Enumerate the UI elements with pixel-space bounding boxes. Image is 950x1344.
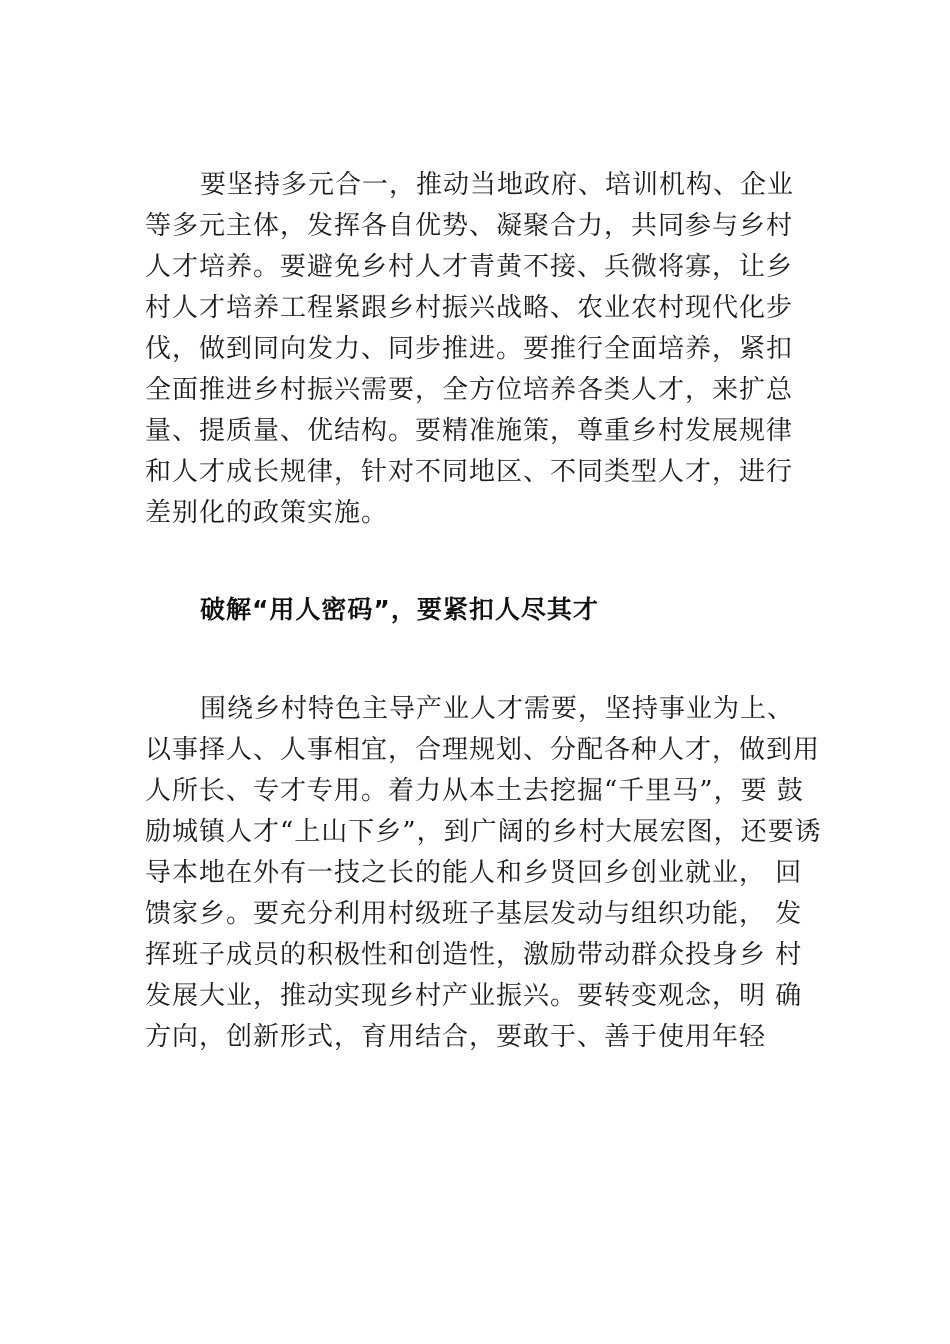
paragraph-line: 以事择人、人事相宜，合理规划、分配各种人才，做到用 [145, 735, 821, 765]
paragraph-line: 要坚持多元合一，推动当地政府、培训机构、企业 [200, 170, 795, 200]
paragraph-line: 方向，创新形式，育用结合，要敢于、善于使用年轻 [145, 1022, 767, 1052]
paragraph-line: 全面推进乡村振兴需要，全方位培养各类人才，来扩总 [145, 375, 794, 405]
paragraph-line: 量、提质量、优结构。要精准施策，尊重乡村发展规律 [145, 416, 794, 446]
paragraph-line: 人所长、专才专用。着力从本土去挖掘“千里马”，要 鼓 [145, 776, 804, 806]
paragraph-line: 励城镇人才“上山下乡”，到广阔的乡村大展宏图，还要诱 [145, 817, 822, 847]
paragraph-line: 发展大业，推动实现乡村产业振兴。要转变观念，明 确 [145, 981, 803, 1011]
paragraph-line: 挥班子成员的积极性和创造性，激励带动群众投身乡 村 [145, 940, 803, 970]
paragraph-line: 差别化的政策实施。 [145, 498, 389, 528]
paragraph-line: 村人才培养工程紧跟乡村振兴战略、农业农村现代化步 [145, 293, 794, 323]
section-heading: 破解“用人密码”，要紧扣人尽其才 [200, 595, 599, 624]
paragraph-line: 导本地在外有一技之长的能人和乡贤回乡创业就业， 回 [145, 858, 803, 888]
paragraph-line: 馈家乡。要充分利用村级班子基层发动与组织功能， 发 [145, 899, 803, 929]
paragraph-line: 伐，做到同向发力、同步推进。要推行全面培养，紧扣 [145, 334, 794, 364]
paragraph-line: 和人才成长规律，针对不同地区、不同类型人才，进行 [145, 457, 794, 487]
paragraph-line: 等多元主体，发挥各自优势、凝聚合力，共同参与乡村 [145, 211, 794, 241]
paragraph-line: 围绕乡村特色主导产业人才需要，坚持事业为上、 [200, 694, 795, 724]
paragraph-line: 人才培养。要避免乡村人才青黄不接、兵微将寡，让乡 [145, 252, 794, 282]
